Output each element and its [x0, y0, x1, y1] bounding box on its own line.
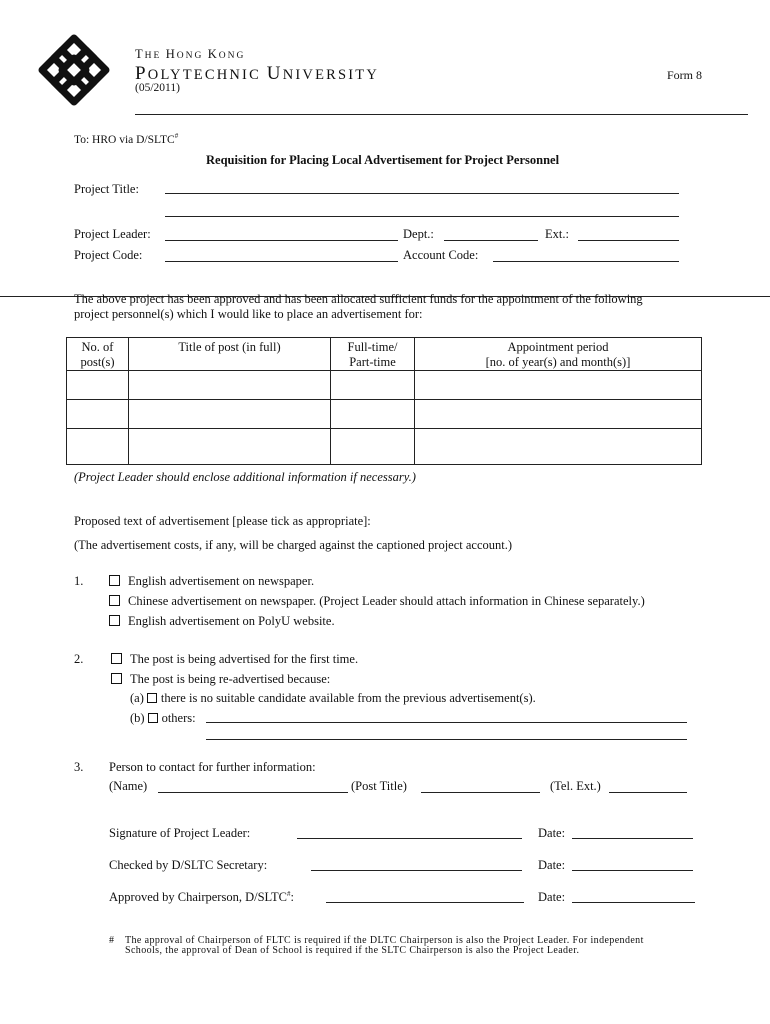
table-cell[interactable]	[415, 400, 702, 429]
table-cell[interactable]	[415, 371, 702, 400]
project-title-label: Project Title:	[74, 182, 139, 196]
form-number: Form 8	[667, 68, 703, 82]
proposed-line1: Proposed text of advertisement [please tick as appropriate]:	[74, 514, 371, 528]
to-line-mark: #	[174, 132, 179, 140]
section2-number: 2.	[74, 652, 84, 666]
approved-colon: :	[290, 890, 294, 905]
checkbox[interactable]	[109, 575, 120, 586]
others-field-2[interactable]	[206, 739, 687, 740]
table-cell[interactable]	[415, 429, 702, 465]
project-leader-label: Project Leader:	[74, 227, 151, 241]
others-field[interactable]	[206, 722, 687, 723]
project-leader-field[interactable]	[165, 240, 398, 241]
footnote-line2: Schools, the approval of Dean of School is required if the SLTC Chairperson is also the Project Leader.	[125, 945, 580, 956]
table-row	[67, 371, 702, 400]
signature-leader-field[interactable]	[297, 838, 522, 839]
signature-leader-label: Signature of Project Leader:	[109, 826, 251, 840]
project-title-field[interactable]	[165, 193, 679, 194]
project-code-label: Project Code:	[74, 248, 143, 262]
col-no-of-posts: No. of post(s)	[67, 338, 129, 371]
table-cell[interactable]	[331, 400, 415, 429]
checkbox[interactable]	[109, 615, 120, 626]
option-label: English advertisement on newspaper.	[128, 574, 315, 588]
option-others[interactable]	[130, 711, 196, 726]
date-field-2[interactable]	[572, 870, 693, 871]
option-chinese-newspaper[interactable]	[109, 594, 645, 609]
table-row	[67, 429, 702, 465]
table-cell[interactable]	[331, 371, 415, 400]
option-label: Chinese advertisement on newspaper. (Project Leader should attach information in Chinese separately.)	[128, 594, 645, 608]
section1-number: 1.	[74, 574, 84, 588]
approved-by-label	[109, 890, 294, 905]
section3-heading: Person to contact for further information:	[109, 760, 316, 774]
option-re-advertised[interactable]	[111, 672, 330, 687]
posts-table-header	[67, 338, 702, 371]
option-label: there is no suitable candidate available from the previous advertisement(s).	[160, 691, 536, 705]
ext-field[interactable]	[578, 240, 679, 241]
section3-number: 3.	[74, 760, 84, 774]
col-appointment-period: Appointment period [no. of year(s) and month(s)]	[415, 338, 702, 371]
sub-b-label: (b)	[130, 711, 145, 725]
intro-line2: project personnel(s) which I would like to place an advertisement for:	[74, 307, 423, 321]
contact-name-label: (Name)	[109, 779, 148, 793]
checkbox[interactable]	[109, 595, 120, 606]
table-cell[interactable]	[129, 400, 331, 429]
form-title: Requisition for Placing Local Advertisement for Project Personnel	[206, 153, 560, 167]
option-polyu-website[interactable]	[109, 614, 335, 629]
approved-by-field[interactable]	[326, 902, 524, 903]
date-label-3: Date:	[538, 890, 566, 904]
proposed-line2: (The advertisement costs, if any, will be charged against the captioned project account.)	[74, 538, 513, 552]
checkbox[interactable]	[148, 713, 158, 723]
university-name-line1: THE HONG KONG	[135, 47, 246, 61]
university-name-line2: POLYTECHNIC UNIVERSITY	[135, 63, 380, 84]
option-no-suitable-candidate[interactable]	[130, 691, 536, 706]
contact-name-field[interactable]	[158, 792, 348, 793]
dept-label: Dept.:	[403, 227, 434, 241]
form-version: (05/2011)	[135, 82, 180, 94]
account-code-label: Account Code:	[403, 248, 479, 262]
sub-a-label: (a)	[130, 691, 144, 705]
checked-by-field[interactable]	[311, 870, 522, 871]
contact-tel-ext-field[interactable]	[609, 792, 687, 793]
checkbox[interactable]	[111, 673, 122, 684]
table-cell[interactable]	[331, 429, 415, 465]
checkbox[interactable]	[147, 693, 157, 703]
polyu-logo	[38, 34, 110, 106]
table-cell[interactable]	[129, 429, 331, 465]
option-label: English advertisement on PolyU website.	[128, 614, 335, 628]
intro-line1: The above project has been approved and has been allocated sufficient funds for the appointment of the following	[74, 292, 643, 306]
option-first-time[interactable]	[111, 652, 358, 667]
ext-label: Ext.:	[545, 227, 569, 241]
contact-tel-ext-label: (Tel. Ext.)	[550, 779, 601, 793]
table-cell[interactable]	[67, 371, 129, 400]
header-rule	[135, 114, 748, 115]
footnote-line1: The approval of Chairperson of FLTC is required if the DLTC Chairperson is also the Project Leader. For independent	[125, 935, 644, 946]
checkbox[interactable]	[111, 653, 122, 664]
col-title-of-post: Title of post (in full)	[129, 338, 331, 371]
date-field-3[interactable]	[572, 902, 695, 903]
to-line	[74, 132, 178, 146]
date-field-1[interactable]	[572, 838, 693, 839]
option-label: others:	[161, 711, 196, 725]
project-code-field[interactable]	[165, 261, 398, 262]
approved-mark: #	[287, 890, 291, 898]
table-cell[interactable]	[67, 429, 129, 465]
dept-field[interactable]	[444, 240, 538, 241]
table-cell[interactable]	[67, 400, 129, 429]
option-english-newspaper[interactable]	[109, 574, 314, 589]
posts-table	[66, 337, 702, 465]
contact-post-title-field[interactable]	[421, 792, 540, 793]
approved-text: Approved by Chairperson, D/SLTC	[109, 890, 287, 905]
project-title-field-2[interactable]	[165, 216, 679, 217]
footnote-mark: #	[109, 935, 115, 946]
table-cell[interactable]	[129, 371, 331, 400]
col-full-part-time: Full-time/ Part-time	[331, 338, 415, 371]
option-label: The post is being re-advertised because:	[130, 672, 331, 686]
option-label: The post is being advertised for the first time.	[130, 652, 359, 666]
date-label-2: Date:	[538, 858, 566, 872]
account-code-field[interactable]	[493, 261, 679, 262]
to-line-text: To: HRO via D/SLTC	[74, 133, 175, 146]
table-note: (Project Leader should enclose additional information if necessary.)	[74, 470, 416, 484]
date-label-1: Date:	[538, 826, 566, 840]
contact-post-title-label: (Post Title)	[351, 779, 407, 793]
checked-by-label: Checked by D/SLTC Secretary:	[109, 858, 268, 872]
table-row	[67, 400, 702, 429]
